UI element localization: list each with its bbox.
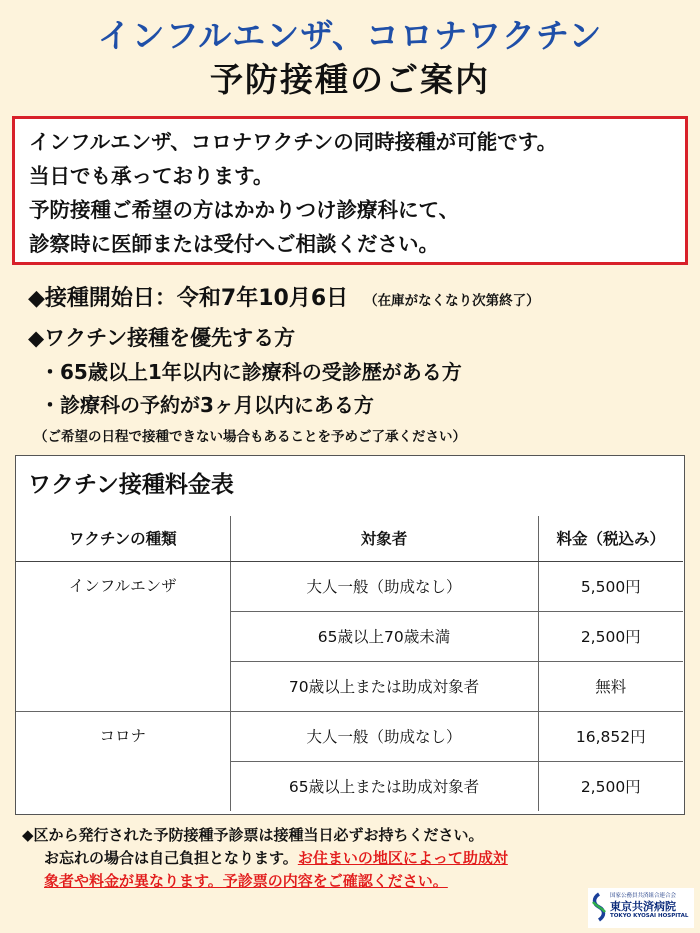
table-row [16,561,683,611]
vaccine-type: コロナ [99,726,146,745]
logo-english: TOKYO KYOSAI HOSPITAL [610,913,689,919]
start-date-label: ◆接種開始日：令和7年10月6日 [28,286,349,311]
column-header-price: 料金（税込み） [538,516,683,561]
table-row [16,711,683,761]
target-cell: 65歳以上または助成対象者 [230,761,538,811]
price-cell: 2,500円 [580,778,641,797]
footer-line: ◆区から発行された予防接種予診票は接種当日必ずお持ちください。 [22,826,484,844]
footer-line [22,847,582,870]
fee-table [16,516,683,811]
priority-item: ・診療科の予約が3ヶ月以内にある方 [40,393,374,417]
hospital-logo [588,888,694,928]
column-header-vaccine: ワクチンの種類 [16,516,230,561]
logo-org: 国家公務員共済組合連合会 [610,893,677,899]
logo-name: 東京共済病院 [610,900,676,913]
footer-warning: お住まいの地区によって助成対 [297,849,508,867]
notice-box [12,116,688,265]
fee-table-box [15,455,685,815]
column-header-target: 対象者 [230,516,538,561]
target-cell: 大人一般（助成なし） [230,561,538,611]
fee-table-header [16,516,683,561]
start-date [28,281,540,312]
price-cell: 2,500円 [538,611,683,661]
priority-heading: ◆ワクチン接種を優先する方 [28,326,296,350]
vaccine-type: インフルエンザ [16,561,230,711]
footer-line [22,870,582,893]
priority-item: ・65歳以上1年以内に診療科の受診歴がある方 [40,360,462,384]
notice-line: 当日でも承っております。 [29,164,274,188]
price-cell: 16,852円 [538,711,683,761]
footer-text: お忘れの場合は自己負担となります。 [44,849,298,867]
notice-line: インフルエンザ、コロナワクチンの同時接種が可能です。 [29,130,558,154]
notice-line: 予防接種ご希望の方はかかりつけ診療科にて、 [29,198,460,222]
priority-note: （ご希望の日程で接種できない場合もあることを予めご了承ください） [34,429,466,445]
target-cell: 大人一般（助成なし） [230,711,538,761]
page-title: インフルエンザ、コロナワクチン [97,16,603,55]
start-date-note: （在庫がなくなり次第終了） [364,293,540,309]
footer-warning: 象者や料金が異なります。予診票の内容をご確認ください。 [44,872,448,890]
footer-notice [22,824,582,893]
notice-line: 診察時に医師または受付へご相談ください。 [29,232,439,256]
price-cell: 無料 [538,661,683,711]
price-cell: 5,500円 [538,561,683,611]
page-subtitle: 予防接種のご案内 [210,60,490,99]
target-cell: 65歳以上70歳未満 [230,611,538,661]
target-cell: 70歳以上または助成対象者 [230,661,538,711]
hospital-logo-icon [590,892,608,922]
fee-table-title: ワクチン接種料金表 [28,472,234,498]
